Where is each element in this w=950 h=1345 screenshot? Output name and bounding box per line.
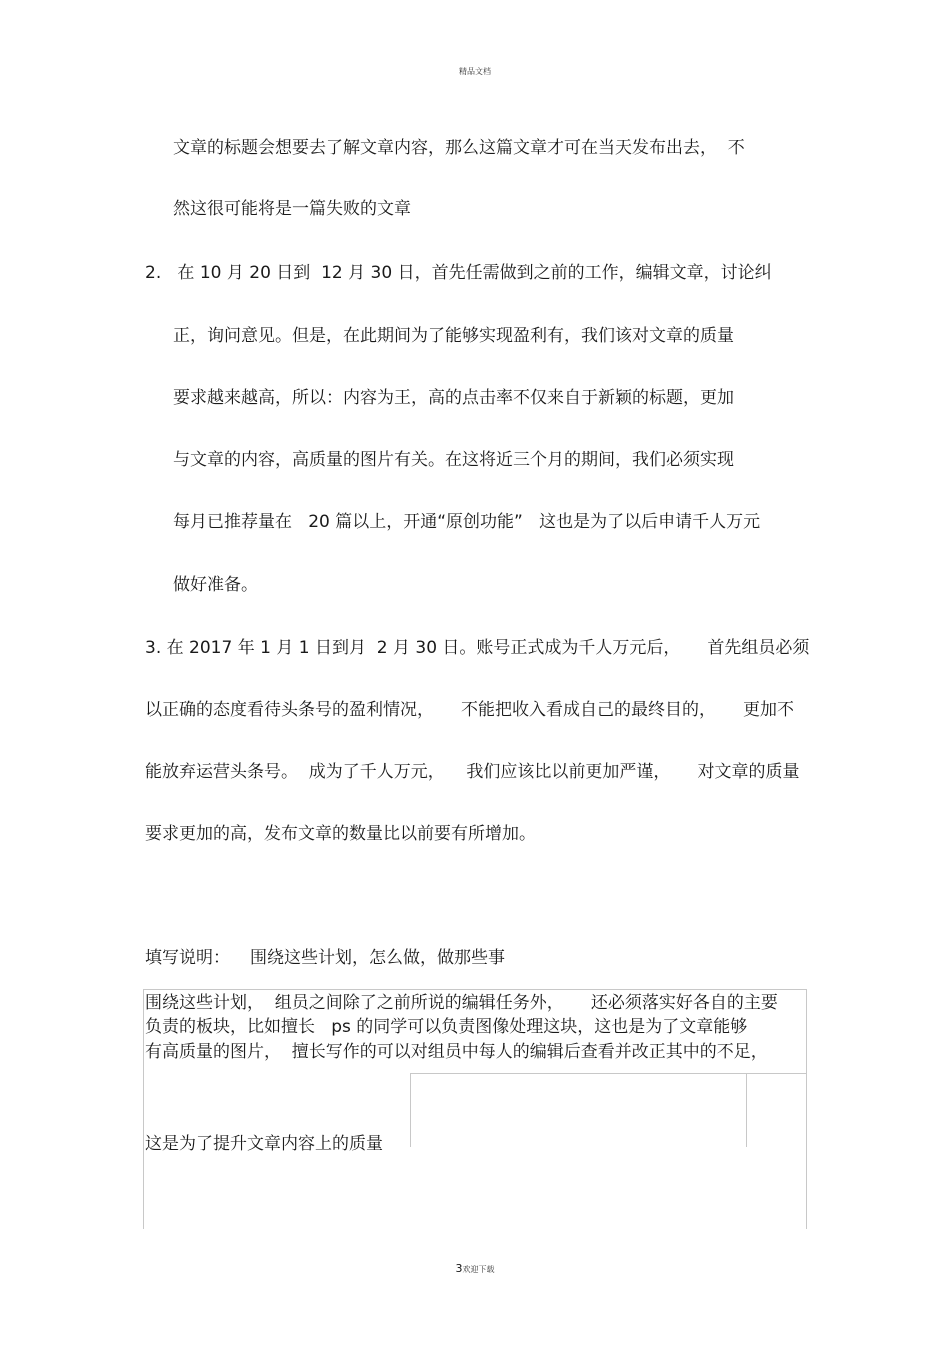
body-line: 然这很可能将是一篇失败的文章 xyxy=(173,199,411,219)
page-header: 精品文档 xyxy=(459,67,491,76)
box-line: 围绕这些计划， 组员之间除了之前所说的编辑任务外， 还必须落实好各自的主要 xyxy=(145,993,778,1013)
body-line: 以正确的态度看待头条号的盈利情况， 不能把收入看成自己的最终目的， 更加不 xyxy=(145,700,795,720)
body-line: 与文章的内容，高质量的图片有关。在这将近三个月的期间，我们必须实现 xyxy=(173,450,734,470)
box-line: 有高质量的图片， 擅长写作的可以对组员中每人的编辑后查看并改正其中的不足， xyxy=(145,1042,768,1062)
body-line: 做好准备。 xyxy=(173,575,258,595)
box-line: 负责的板块，比如擅长 ps 的同学可以负责图像处理这块，这也是为了文章能够 xyxy=(145,1017,748,1037)
body-line: 文章的标题会想要去了解文章内容，那么这篇文章才可在当天发布出去， 不 xyxy=(173,138,745,158)
body-line: 正，询问意见。但是，在此期间为了能够实现盈利有，我们该对文章的质量 xyxy=(173,326,734,346)
page-footer xyxy=(0,1262,950,1275)
body-line: 每月已推荐量在 20 篇以上，开通“原创功能” 这也是为了以后申请千人万元 xyxy=(173,512,761,532)
body-line: 2. 在 10 月 20 日到 12 月 30 日，首先任需做到之前的工作，编辑文章，讨论纠 xyxy=(145,263,772,283)
body-line: 要求更加的高，发布文章的数量比以前要有所增加。 xyxy=(145,824,536,844)
body-line: 要求越来越高，所以：内容为王，高的点击率不仅来自于新颖的标题，更加 xyxy=(173,388,734,408)
fill-note-label: 填写说明： xyxy=(145,948,230,968)
fill-note-text: 围绕这些计划，怎么做，做那些事 xyxy=(250,948,505,968)
page-number: 3 xyxy=(455,1262,463,1275)
body-line: 能放弃运营头条号。 成为了千人万元， 我们应该比以前更加严谨， 对文章的质量 xyxy=(145,762,800,782)
box-line: 这是为了提升文章内容上的质量 xyxy=(145,1134,383,1154)
body-line: 3. 在 2017 年 1 月 1 日到月 2 月 30 日。账号正式成为千人万元后， 首先组员必须 xyxy=(145,638,810,658)
footer-text: 欢迎下载 xyxy=(462,1265,495,1274)
